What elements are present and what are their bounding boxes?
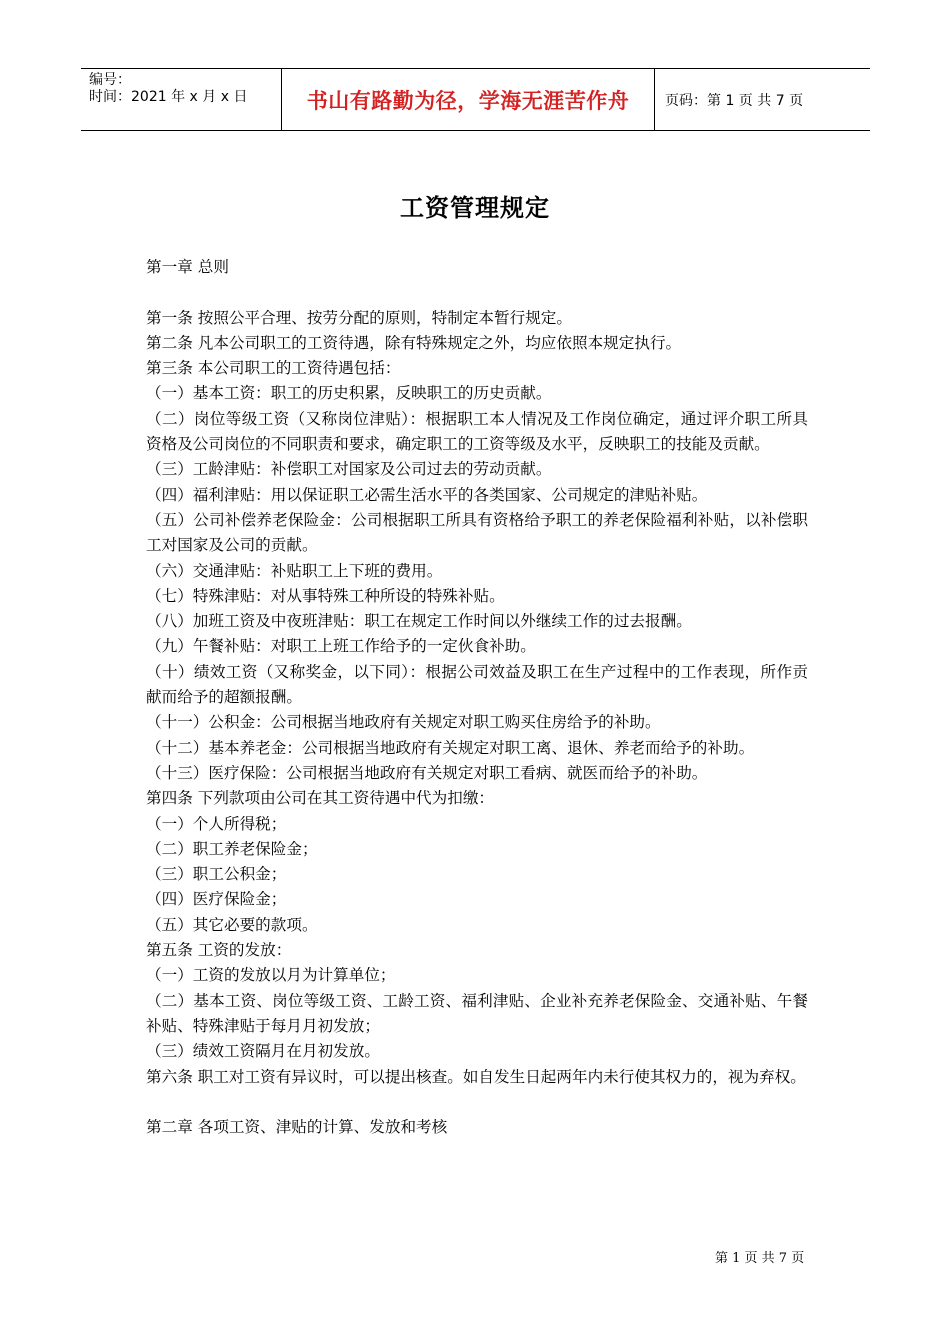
paragraph: （二）基本工资、岗位等级工资、工龄工资、福利津贴、企业补充养老保险金、交通补贴、午餐补贴、特殊津贴于每月月初发放； [146,991,808,1035]
document-header [81,68,870,131]
header-page-number: 页码：第 1 页 共 7 页 [665,92,804,109]
document-body [146,255,808,1140]
paragraph: 第三条 本公司职工的工资待遇包括： [146,359,401,378]
paragraph: （一）个人所得税； [146,814,287,833]
document-title: 工资管理规定 [400,194,550,222]
paragraph: 第一条 按照公平合理、按劳分配的原则，特制定本暂行规定。 [146,308,572,327]
chapter-heading: 第一章 总则 [146,258,229,276]
paragraph: 第六条 职工对工资有异议时，可以提出核查。如自发生日起两年内未行使其权力的，视为弃权。 [146,1067,806,1086]
paragraph: （三）工龄津贴：补偿职工对国家及公司过去的劳动贡献。 [146,460,552,479]
header-motto: 书山有路勤为径，学海无涯苦作舟 [282,69,655,130]
document-time-label: 时间：2021 年 x 月 x 日 [89,89,248,105]
paragraph: （一）基本工资：职工的历史积累，反映职工的历史贡献。 [146,384,552,403]
paragraph: （五）公司补偿养老保险金：公司根据职工所具有资格给予职工的养老保险福利补贴，以补偿职工对国家及公司的贡献。 [146,510,808,555]
paragraph: （一）工资的发放以月为计算单位； [146,966,396,985]
paragraph: 第二条 凡本公司职工的工资待遇，除有特殊规定之外，均应依照本规定执行。 [146,333,682,352]
paragraph: （三）绩效工资隔月在月初发放。 [146,1042,380,1061]
document-number-label: 编号： [89,72,131,88]
paragraph: （四）福利津贴：用以保证职工必需生活水平的各类国家、公司规定的津贴补贴。 [146,485,708,504]
paragraph: （五）其它必要的款项。 [146,915,318,934]
paragraph: （七）特殊津贴：对从事特殊工种所设的特殊补贴。 [146,586,505,605]
paragraph: （八）加班工资及中夜班津贴：职工在规定工作时间以外继续工作的过去报酬。 [146,612,692,631]
paragraph: （十二）基本养老金：公司根据当地政府有关规定对职工离、退休、养老而给予的补助。 [146,738,755,757]
paragraph: （二）岗位等级工资（又称岗位津贴）：根据职工本人情况及工作岗位确定，通过评介职工所具资格及公司岗位的不同职责和要求，确定职工的工资等级及水平，反映职工的技能及贡献。 [146,409,808,454]
chapter-heading: 第二章 各项工资、津贴的计算、发放和考核 [146,1118,448,1137]
paragraph: （六）交通津贴：补贴职工上下班的费用。 [146,561,443,580]
paragraph: （四）医疗保险金； [146,890,287,909]
paragraph: （十）绩效工资（又称奖金，以下同）：根据公司效益及职工在生产过程中的工作表现，所作贡献而给予的超额报酬。 [146,662,808,707]
spacer [146,1090,808,1115]
paragraph: 第四条 下列款项由公司在其工资待遇中代为扣缴： [146,789,495,808]
paragraph: （三）职工公积金； [146,865,287,884]
paragraph: 第五条 工资的发放： [146,941,292,960]
header-meta-cell [81,69,282,130]
footer-page-number: 第 1 页 共 7 页 [715,1251,805,1266]
paragraph: （十三）医疗保险：公司根据当地政府有关规定对职工看病、就医而给予的补助。 [146,763,708,782]
paragraph: （九）午餐补贴：对职工上班工作给予的一定伙食补助。 [146,637,536,656]
spacer [146,280,808,305]
paragraph: （二）职工养老保险金； [146,839,318,858]
paragraph: （十一）公积金：公司根据当地政府有关规定对职工购买住房给予的补助。 [146,713,661,732]
